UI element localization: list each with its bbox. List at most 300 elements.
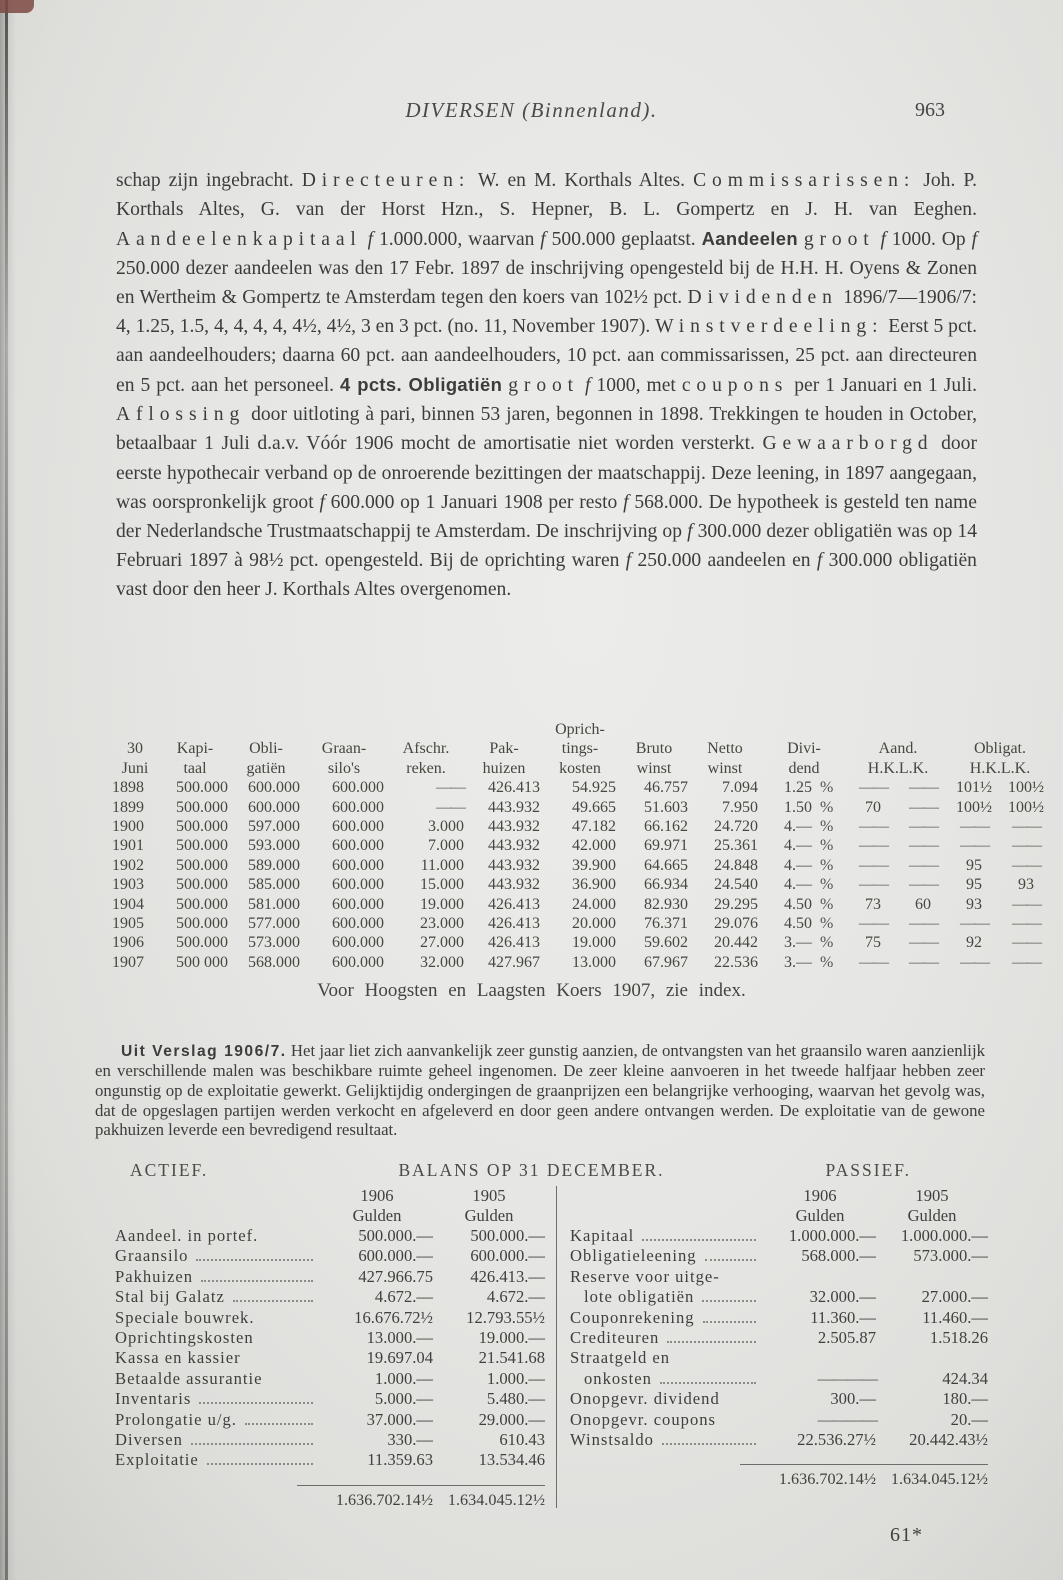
history-header-row: [110, 759, 1052, 778]
history-data-cell: 443.932: [488, 876, 540, 894]
history-data-cell: 500.000: [176, 876, 228, 894]
balance-row: [115, 1389, 545, 1409]
text-segment: f: [367, 228, 374, 250]
history-data-cell: %: [820, 953, 834, 971]
text-segment: door eerste hypothecair verband op de onroerende bezittingen der maatschappij. Deze leening, in 1897 aangegaan, was oorspronkelijk groot: [116, 433, 977, 513]
passief-table: [570, 1186, 988, 1490]
balance-row-label: Reserve voor uitge-: [570, 1266, 720, 1286]
history-data-cell: 500.000: [176, 779, 228, 797]
balance-row: [115, 1410, 545, 1430]
text-segment: f: [584, 375, 591, 397]
text-segment: f: [816, 549, 823, 571]
total-rule: [740, 1464, 988, 1465]
history-header-cell: Obli-: [249, 740, 283, 758]
history-data-cell: ——: [436, 779, 464, 797]
history-header-cell: [618, 720, 1052, 739]
text-segment: 250.000 aandeelen en: [631, 549, 817, 571]
history-header-cell: Kapi-: [176, 740, 214, 758]
balance-value-1906: ————: [817, 1368, 876, 1388]
history-data-cell: 29.076: [714, 915, 758, 933]
history-data-cell: 19.000: [572, 934, 616, 952]
history-data-cell: 1907: [112, 953, 144, 971]
history-data-row: [110, 933, 1052, 952]
history-data-row: [110, 856, 1052, 875]
balance-row-label: Speciale bouwrek.: [115, 1307, 255, 1327]
balance-value-1905: 1.518.26: [929, 1327, 988, 1347]
balance-value-1906: 5.000.—: [374, 1389, 433, 1409]
dotted-leader: [199, 1402, 313, 1404]
history-data-cell: 585.000: [248, 876, 300, 894]
history-data-cell: 51.603: [644, 798, 688, 816]
history-data-cell: ——: [859, 915, 887, 933]
intro-paragraph: [116, 166, 977, 604]
history-header-cell: Bruto: [635, 740, 673, 758]
balance-value-1905: 11.460.—: [922, 1307, 988, 1327]
balance-value-1905: 5.480.—: [486, 1389, 545, 1409]
balance-value-1906: 600.000.—: [358, 1246, 433, 1266]
history-data-cell: 426.413: [488, 779, 540, 797]
balance-row-label: Obligatieleening: [570, 1246, 697, 1266]
balance-row-label: Kassa en kassier: [115, 1348, 241, 1368]
history-data-cell: %: [820, 934, 834, 952]
text-segment: schap zijn ingebracht.: [116, 169, 302, 191]
balance-value-1905: 600.000.—: [470, 1246, 545, 1266]
history-data-cell: %: [820, 798, 834, 816]
history-data-cell: 3.—: [784, 953, 812, 971]
history-data-cell: ——: [909, 876, 937, 894]
history-data-cell: 100½: [1008, 798, 1044, 816]
koers-index-note: Voor Hoogsten en Laagsten Koers 1907, zie index.: [317, 980, 746, 1001]
balance-row-label: Onopgevr. coupons: [570, 1409, 716, 1429]
balance-row: [115, 1490, 545, 1510]
history-data-cell: 24.848: [714, 856, 758, 874]
history-data-cell: 600.000: [332, 895, 384, 913]
history-data-cell: 600.000: [248, 779, 300, 797]
history-data-cell: 1898: [112, 779, 144, 797]
year-header: 1906: [360, 1186, 394, 1205]
history-header-cell: H.K.L.K.: [969, 759, 1031, 777]
actief-table: [115, 1186, 545, 1510]
text-segment: Eerst 5 pct. aan aandeelhouders; daarna 60 pct. aan aandeelhouders, 10 pct. aan commissarissen, 25 pct. aan directeuren en 5 pct. aan het personeel.: [116, 316, 978, 397]
balance-row-label: Couponrekening: [570, 1307, 695, 1327]
text-segment: Aandeelenkapitaal: [116, 228, 362, 250]
balance-total-1905: 1.634.045.12½: [447, 1490, 545, 1509]
balance-row: [115, 1246, 545, 1266]
history-data-cell: %: [820, 856, 834, 874]
balance-value-1905: 4.672.—: [486, 1287, 545, 1307]
history-data-cell: ——: [909, 915, 937, 933]
history-data-cell: ——: [859, 818, 887, 836]
history-data-cell: 19.000: [420, 895, 464, 913]
verslag-lead: Uit Verslag 1906/7.: [121, 1042, 287, 1060]
history-data-row: [110, 953, 1052, 972]
dotted-leader: [207, 1463, 313, 1465]
history-data-cell: 600.000: [332, 934, 384, 952]
balance-row-label: Oprichtingskosten: [115, 1327, 254, 1347]
balance-value-1905: 426.413.—: [470, 1266, 545, 1286]
history-data-cell: 1903: [112, 876, 144, 894]
text-segment: 4 pcts. Obligatiën: [340, 374, 503, 396]
history-header-cell: Aand.: [878, 740, 918, 758]
text-segment: 1000. Op: [885, 228, 972, 250]
balance-value-1906: 500.000.—: [358, 1226, 433, 1245]
balance-value-1905: 19.000.—: [478, 1327, 545, 1347]
balance-row: [115, 1328, 545, 1348]
history-data-cell: 427.967: [488, 953, 540, 971]
history-header-cell: kosten: [559, 759, 601, 777]
balance-row: [115, 1267, 545, 1287]
history-header-cell: winst: [707, 759, 743, 777]
history-data-row: [110, 875, 1052, 894]
balance-value-1906: 4.672.—: [374, 1287, 433, 1307]
history-header-cell: taal: [183, 759, 207, 777]
history-data-cell: 581.000: [248, 895, 300, 913]
history-data-cell: ——: [960, 837, 988, 855]
text-segment: per 1 Januari en 1 Juli.: [788, 375, 977, 397]
balance-row-label: Betaalde assurantie: [115, 1368, 263, 1388]
history-data-cell: %: [820, 779, 834, 797]
page-number: 963: [915, 99, 945, 121]
balance-value-1906: 11.359.63: [367, 1450, 433, 1470]
history-data-cell: 82.930: [644, 895, 688, 913]
history-data-cell: ——: [909, 934, 937, 952]
history-header-cell: Oprich-: [555, 721, 605, 738]
history-header-row: [110, 739, 1052, 758]
history-data-cell: 66.934: [644, 876, 688, 894]
balance-row: [570, 1308, 988, 1328]
balance-row-label: Prolongatie u/g.: [115, 1409, 237, 1429]
history-data-cell: 24.540: [714, 876, 758, 894]
history-data-cell: 500 000: [176, 953, 228, 971]
text-segment: 1896/7—1906/7: 4, 1.25, 1.5, 4, 4, 4, 4, 4½, 4½, 3 en 3 pct. (no. 11, November 1907).: [116, 286, 977, 338]
history-data-cell: ——: [1012, 953, 1040, 971]
balance-value-1905: 13.534.46: [478, 1450, 545, 1470]
history-data-cell: 600.000: [332, 837, 384, 855]
balance-row: [570, 1267, 988, 1287]
history-data-cell: 600.000: [332, 818, 384, 836]
balance-total-1905: 1.634.045.12½: [890, 1470, 988, 1489]
unit-header: Gulden: [464, 1206, 514, 1225]
history-data-cell: 500.000: [176, 934, 228, 952]
history-data-cell: ——: [960, 915, 988, 933]
year-header: 1905: [915, 1186, 949, 1205]
balance-value-1906: 32.000.—: [809, 1287, 876, 1307]
balance-value-1906: 13.000.—: [366, 1327, 433, 1347]
history-data-cell: %: [820, 837, 834, 855]
history-data-cell: ——: [909, 953, 937, 971]
history-data-cell: 600.000: [332, 915, 384, 933]
history-data-row: [110, 798, 1052, 817]
history-header-cell: winst: [636, 759, 672, 777]
history-data-cell: 47.182: [572, 818, 616, 836]
history-data-cell: ——: [909, 798, 937, 816]
history-data-cell: %: [820, 895, 834, 913]
history-data-cell: 600.000: [248, 798, 300, 816]
balance-row: [570, 1287, 988, 1307]
balance-value-1906: ————: [817, 1409, 876, 1429]
history-header-cell: Divi-: [787, 740, 821, 758]
history-data-cell: ——: [1012, 895, 1040, 913]
balance-row: [115, 1226, 545, 1246]
history-data-cell: ——: [859, 953, 887, 971]
history-header-cell: Graan-: [321, 740, 367, 758]
history-data-cell: 75: [865, 934, 881, 952]
balance-divider-line: [556, 1186, 557, 1508]
balance-row-label: Straatgeld en: [570, 1348, 671, 1368]
history-data-cell: 59.602: [644, 934, 688, 952]
history-data-cell: 39.900: [572, 856, 616, 874]
history-data-cell: 7.000: [428, 837, 464, 855]
history-data-row: [110, 836, 1052, 855]
dotted-leader: [191, 1443, 313, 1445]
scan-edge-shadow: [0, 0, 16, 1580]
dotted-leader: [703, 1321, 756, 1323]
history-data-cell: 597.000: [248, 818, 300, 836]
history-header-cell: huizen: [482, 759, 526, 777]
balance-row: [115, 1186, 545, 1206]
text-segment: 250.000 dezer aandeelen was den 17 Febr. 1897 de inschrijving opengesteld bij de H.H. H. Oyens & Zonen en Wertheim & Gompertz te Amsterdam tegen den koers van 102½ pct.: [116, 257, 977, 308]
history-data-row: [110, 895, 1052, 914]
dotted-leader: [702, 1300, 756, 1302]
text-segment: 1.000.000, waarvan: [373, 228, 541, 250]
history-data-cell: 589.000: [248, 856, 300, 874]
balance-value-1905: 573.000.—: [913, 1246, 988, 1266]
balance-value-1906: 19.697.04: [366, 1348, 433, 1368]
balance-row-label: onkosten: [584, 1368, 652, 1388]
dotted-leader: [233, 1300, 313, 1302]
balance-row: [570, 1430, 988, 1450]
history-data-cell: 443.932: [488, 818, 540, 836]
history-data-cell: 93: [1018, 876, 1034, 894]
history-data-cell: 24.720: [714, 818, 758, 836]
balance-row: [115, 1369, 545, 1389]
history-data-cell: 23.000: [420, 915, 464, 933]
history-data-cell: 73: [865, 895, 881, 913]
balance-value-1905: 424.34: [942, 1368, 988, 1388]
history-data-cell: 1904: [112, 895, 144, 913]
text-segment: f: [623, 491, 629, 513]
dotted-leader: [245, 1423, 313, 1425]
history-data-cell: 54.925: [572, 779, 616, 797]
history-data-cell: 500.000: [176, 856, 228, 874]
text-segment: Aflossing: [116, 404, 246, 426]
dotted-leader: [705, 1259, 756, 1261]
actief-label: ACTIEF.: [130, 1160, 209, 1180]
history-header-cell: gatiën: [246, 759, 286, 777]
history-data-cell: 92: [966, 934, 982, 952]
history-data-cell: 426.413: [488, 895, 540, 913]
balance-value-1905: 20.442.43½: [909, 1429, 988, 1449]
history-data-cell: 42.000: [572, 837, 616, 855]
text-segment: f: [319, 491, 325, 513]
balance-value-1905: 500.000.—: [470, 1226, 545, 1245]
history-data-cell: 4.—: [784, 856, 812, 874]
history-data-cell: 1905: [112, 915, 144, 933]
history-data-cell: 101½: [956, 779, 992, 797]
history-data-cell: 4.—: [784, 876, 812, 894]
balance-value-1906: 16.676.72½: [354, 1307, 433, 1327]
history-data-cell: 7.094: [722, 779, 758, 797]
history-data-cell: ——: [1012, 915, 1040, 933]
balance-row: [570, 1206, 988, 1226]
history-data-cell: 1902: [112, 856, 144, 874]
history-data-cell: 4.50: [784, 915, 812, 933]
history-data-cell: 32.000: [420, 953, 464, 971]
balance-row-label: Kapitaal: [570, 1226, 635, 1245]
history-data-cell: 3.000: [428, 818, 464, 836]
history-data-cell: 64.665: [644, 856, 688, 874]
history-data-cell: 100½: [956, 798, 992, 816]
balance-row: [570, 1186, 988, 1206]
text-segment: Joh. P. Korthals Altes, G. van der Horst Hzn., S. Hepner, B. L. Gompertz en J. H. van Eeghen.: [116, 169, 977, 220]
balance-value-1906: 330.—: [387, 1429, 433, 1449]
history-data-cell: 11.000: [420, 856, 464, 874]
history-data-cell: 500.000: [176, 915, 228, 933]
history-data-cell: 36.900: [572, 876, 616, 894]
text-segment: Dividenden: [687, 286, 838, 308]
unit-header: Gulden: [907, 1206, 957, 1225]
balance-value-1905: 29.000.—: [478, 1409, 545, 1429]
balance-row: [115, 1206, 545, 1226]
balance-row: [570, 1389, 988, 1409]
history-data-cell: 4.—: [784, 818, 812, 836]
history-data-row: [110, 778, 1052, 797]
history-header-cell: H.K.L.K.: [867, 759, 929, 777]
text-segment: 568.000. De hypotheek is gesteld ten name der Nederlandsche Trustmaatschappij te Amsterdam. De inschrijving op: [116, 491, 977, 542]
balance-row-label: Crediteuren: [570, 1327, 660, 1347]
balance-row-label: Onopgevr. dividend: [570, 1389, 720, 1409]
text-segment: 1000, met: [590, 375, 682, 397]
balance-row-label: Aandeel. in portef.: [115, 1226, 259, 1245]
unit-header: Gulden: [795, 1206, 845, 1225]
text-segment: door uitloting à pari, binnen 53 jaren, begonnen in 1898. Trekkingen te houden in October, betaalbaar 1 Juli d.a.v. Vóór 1906 mocht de amortisatie niet worden versterkt.: [116, 404, 977, 455]
dotted-leader: [196, 1259, 313, 1261]
history-header-cell: dend: [788, 759, 820, 777]
history-header-row: [110, 720, 1052, 739]
history-data-cell: 93: [966, 895, 982, 913]
history-data-cell: 15.000: [420, 876, 464, 894]
history-data-cell: ——: [1012, 934, 1040, 952]
balance-row-label: Pakhuizen: [115, 1266, 194, 1286]
history-data-cell: %: [820, 876, 834, 894]
history-data-cell: 69.971: [644, 837, 688, 855]
history-data-cell: 66.162: [644, 818, 688, 836]
unit-header: Gulden: [352, 1206, 402, 1225]
text-segment: W. en M. Korthals Altes.: [470, 169, 694, 191]
history-data-cell: 500.000: [176, 837, 228, 855]
history-data-cell: 29.295: [714, 895, 758, 913]
balance-row: [115, 1308, 545, 1328]
balance-value-1905: 180.—: [942, 1389, 988, 1409]
balance-value-1906: 1.000.—: [374, 1368, 433, 1388]
balance-value-1906: 568.000.—: [801, 1246, 876, 1266]
balance-row: [115, 1287, 545, 1307]
history-data-cell: 46.757: [644, 779, 688, 797]
balance-row-label: Inventaris: [115, 1389, 192, 1409]
balance-total-1906: 1.636.702.14½: [778, 1470, 876, 1489]
history-data-cell: ——: [859, 779, 887, 797]
history-data-cell: 27.000: [420, 934, 464, 952]
balance-total-1906: 1.636.702.14½: [335, 1490, 433, 1509]
balance-value-1905: 12.793.55½: [466, 1307, 545, 1327]
history-header-cell: Netto: [707, 740, 743, 758]
balance-title: BALANS OP 31 DECEMBER.: [398, 1160, 665, 1180]
text-segment: Commissarissen:: [693, 169, 916, 191]
history-data-cell: 76.371: [644, 915, 688, 933]
history-data-row: [110, 817, 1052, 836]
history-data-row: [110, 914, 1052, 933]
history-data-cell: 25.361: [714, 837, 758, 855]
balance-row: [115, 1450, 545, 1470]
total-rule: [297, 1485, 545, 1486]
history-data-cell: 600.000: [332, 856, 384, 874]
balance-row: [570, 1246, 988, 1266]
history-data-cell: 1899: [112, 798, 144, 816]
history-data-cell: 1.25: [784, 779, 812, 797]
year-header: 1906: [803, 1186, 837, 1205]
history-header-cell: reken.: [406, 759, 446, 777]
text-segment: f: [687, 520, 693, 542]
history-data-cell: 60: [915, 895, 931, 913]
history-data-cell: 593.000: [248, 837, 300, 855]
history-data-cell: 7.950: [722, 798, 758, 816]
history-data-cell: 1901: [112, 837, 144, 855]
history-data-cell: 577.000: [248, 915, 300, 933]
history-data-cell: 1906: [112, 934, 144, 952]
history-data-cell: ——: [1012, 856, 1040, 874]
history-data-cell: ——: [859, 837, 887, 855]
history-data-cell: ——: [859, 876, 887, 894]
history-data-cell: 95: [966, 856, 982, 874]
history-data-cell: ——: [909, 779, 937, 797]
history-data-cell: ——: [436, 798, 464, 816]
history-data-cell: 100½: [1008, 779, 1044, 797]
text-segment: 300.000 obligatiën vast door den heer J. Korthals Altes overgenomen.: [116, 549, 977, 600]
text-segment: coupons: [681, 375, 789, 397]
history-data-cell: 1900: [112, 818, 144, 836]
history-data-cell: 443.932: [488, 856, 540, 874]
balance-row-label: Stal bij Galatz: [115, 1287, 225, 1307]
history-header-cell: Afschr.: [402, 740, 450, 758]
text-segment: groot: [803, 228, 875, 250]
verslag-paragraph: [95, 1041, 985, 1140]
history-data-cell: 600.000: [332, 798, 384, 816]
balance-value-1906: 2.505.87: [817, 1327, 876, 1347]
scan-corner-mark: [0, 0, 34, 13]
history-data-cell: 600.000: [332, 779, 384, 797]
balance-value-1905: 1.000.000.—: [900, 1226, 988, 1245]
history-data-cell: 500.000: [176, 818, 228, 836]
balance-value-1905: 27.000.—: [921, 1287, 988, 1307]
history-data-cell: %: [820, 818, 834, 836]
verslag-text: Het jaar liet zich aanvankelijk zeer gunstig aanzien, de ontvangsten van het graansilo waren aanzienlijk en verschillende malen was beschikbare ruimte geheel ingenomen. De zeer kleine aanvoeren in het tweede halfjaar hebben zeer ongunstig op de exploitatie gewerkt. Gelijktijdig ondergingen de graanprijzen een belangrijke verhooging, waarvan het gevolg was, dat de opgeslagen partijen werden verkocht en afgeleverd en door geen andere ontvangen werden. De exploitatie van de gewone pakhuizen leverde een bevredigend resultaat.: [95, 1040, 985, 1140]
history-data-cell: ——: [960, 818, 988, 836]
dotted-leader: [642, 1239, 756, 1241]
history-table-header: [110, 720, 1052, 778]
history-data-cell: ——: [960, 953, 988, 971]
running-head-title: DIVERSEN (Binnenland).: [405, 98, 658, 122]
history-header-cell: tings-: [561, 740, 599, 758]
history-data-cell: 426.413: [488, 915, 540, 933]
history-data-cell: ——: [1012, 837, 1040, 855]
history-data-cell: ——: [909, 818, 937, 836]
balance-value-1906: 11.360.—: [810, 1307, 876, 1327]
balance-row: [570, 1328, 988, 1348]
history-data-cell: ——: [1012, 818, 1040, 836]
text-segment: f: [971, 228, 978, 250]
dotted-leader: [660, 1382, 756, 1384]
history-data-cell: 3.—: [784, 934, 812, 952]
